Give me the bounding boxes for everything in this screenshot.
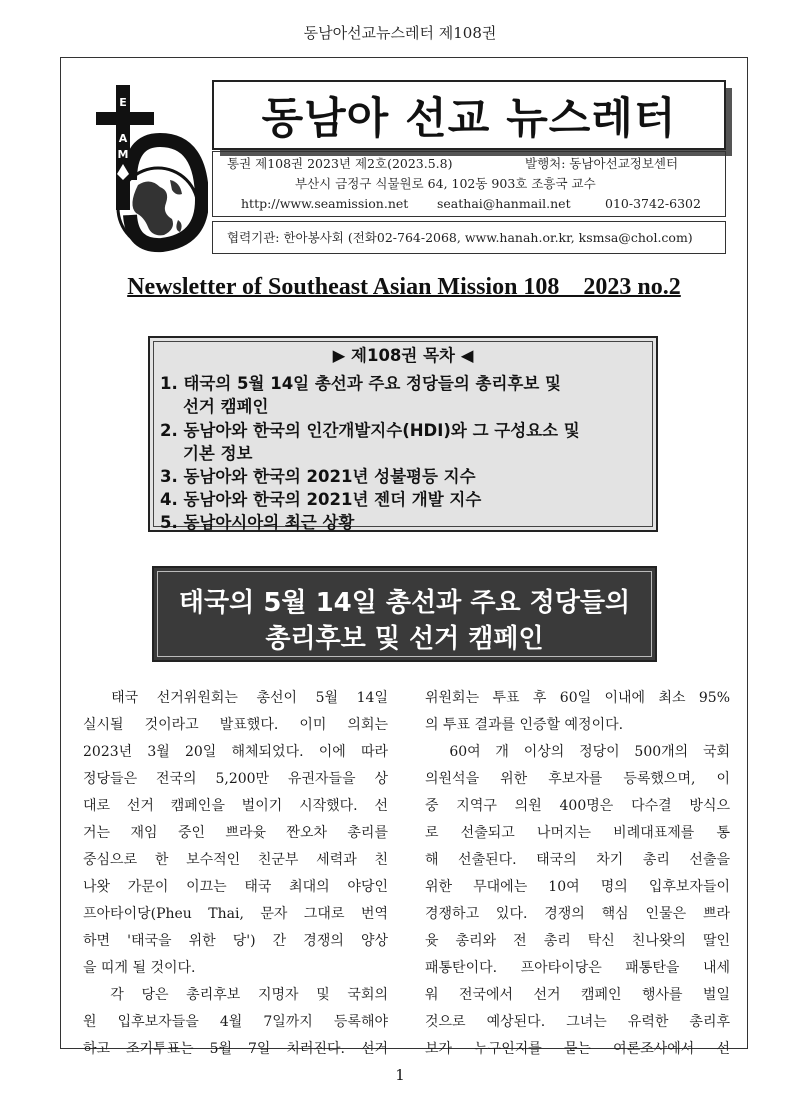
text-line: 의 투표 결과를 인증할 예정이다. (425, 717, 624, 733)
text-line: 각 당은 총리후보 지명자 및 국회의 (83, 987, 388, 1003)
text-line: 보가 누구인지를 묻는 여론조사에서 선 (425, 1041, 730, 1057)
text-line: 중심으로 한 보수적인 친군부 세력과 친 (83, 852, 388, 868)
text-line: 위원회는 투표 후 60일 이내에 최소 95% (425, 690, 730, 706)
running-header: 동남아선교뉴스레터 제108권 (303, 24, 497, 42)
text-line: 경쟁하고 있다. 경쟁의 핵심 인물은 쁘라 (425, 906, 730, 922)
text-line: 의원석을 위한 후보자를 등록했으며, 이 (425, 771, 730, 787)
toc-item[interactable]: 2. 동남아와 한국의 인간개발지수(HDI)와 그 구성요소 및 (160, 421, 580, 440)
email-link[interactable]: seathai@hanmail.net (437, 196, 571, 211)
newsletter-title: 동남아 선교 뉴스레터 (261, 93, 677, 144)
text-line: 중 지역구 의원 400명은 다수결 방식으 (425, 798, 730, 814)
text-line: 실시될 것이라고 발표했다. 이미 의회는 (83, 717, 388, 733)
english-title-text: Newsletter of Southeast Asian Mission 108 2023 no.2 (127, 274, 681, 300)
text-line: 정당들은 전국의 5,200만 유권자들을 상 (83, 771, 388, 787)
headline-line-1: 태국의 5월 14일 총선과 주요 정당들의 (178, 588, 631, 618)
article-right-column (425, 685, 730, 1063)
page-number: 1 (395, 1066, 405, 1084)
text-line: 로 선출되고 나머지는 비례대표제를 통 (425, 825, 730, 841)
text-line: 거는 재임 중인 쁘라윳 짠오차 총리를 (83, 825, 388, 841)
text-line: 2023년 3월 20일 해체되었다. 이에 따라 (83, 744, 388, 760)
logo-letter-m: M (117, 148, 129, 161)
headline-line-2: 총리후보 및 선거 캠페인 (265, 624, 544, 654)
article-left-column (83, 685, 388, 1063)
issue-info: 통권 제108권 2023년 제2호(2023.5.8) (227, 156, 453, 171)
text-line: 나왓 가문이 이끄는 태국 최대의 야당인 (83, 879, 388, 895)
toc-item[interactable]: 선거 캠페인 (160, 397, 269, 416)
publication-info (212, 151, 726, 217)
logo-letter-a: A (118, 132, 128, 145)
address: 부산시 금정구 식물원로 64, 102동 903호 조흥국 교수 (295, 176, 596, 191)
phone-number: 010-3742-6302 (605, 196, 701, 211)
toc-item[interactable]: 1. 태국의 5월 14일 총선과 주요 정당들의 총리후보 및 (160, 374, 561, 393)
toc-item[interactable]: 3. 동남아와 한국의 2021년 성불평등 지수 (160, 467, 476, 486)
text-line: 위한 무대에는 10여 명의 입후보자들이 (425, 879, 730, 895)
english-title (60, 274, 748, 301)
table-of-contents (148, 336, 658, 532)
text-line: 하면 '태국을 위한 당') 간 경쟁의 양상 (83, 933, 388, 949)
text-line: 원 입후보자들을 4월 7일까지 등록해야 (83, 1014, 388, 1030)
logo-letter-e: E (119, 96, 127, 109)
mission-logo (78, 80, 208, 255)
website-link[interactable]: http://www.seamission.net (241, 196, 409, 211)
toc-item[interactable]: 4. 동남아와 한국의 2021년 젠더 개발 지수 (160, 490, 482, 509)
text-line: 워 전국에서 선거 캠페인 행사를 벌일 (425, 987, 730, 1003)
text-line: 윳 총리와 전 총리 탁신 친나왓의 딸인 (425, 933, 730, 949)
cooperation-info: 협력기관: 한아봉사회 (전화02-764-2068, www.hanah.or.kr, ksmsa@chol.com) (212, 221, 726, 254)
toc-item[interactable]: 기본 정보 (160, 444, 253, 463)
toc-item[interactable]: 5. 동남아시아의 최근 상황 (160, 513, 355, 532)
text-line: 을 띠게 될 것이다. (83, 960, 196, 976)
text-line: 프아타이당(Pheu Thai, 문자 그대로 번역 (83, 906, 388, 922)
text-line: 패통탄이다. 프아타이당은 패통탄을 내세 (425, 960, 730, 976)
text-line: 60여 개 이상의 정당이 500개의 국회 (425, 744, 730, 760)
toc-heading: ▶ 제108권 목차 ◀ (332, 346, 474, 365)
article-headline-banner (152, 566, 657, 662)
text-line: 해 선출된다. 태국의 차기 총리 선출을 (425, 852, 730, 868)
text-line: 하고 조기투표는 5월 7일 치러진다. 선거 (83, 1041, 388, 1057)
publisher: 발행처: 동남아선교정보센터 (525, 156, 679, 171)
text-line: 것으로 예상된다. 그녀는 유력한 총리후 (425, 1014, 730, 1030)
text-line: 대로 선거 캠페인을 벌이기 시작했다. 선 (83, 798, 388, 814)
text-line: 태국 선거위원회는 총선이 5월 14일 (83, 690, 388, 706)
